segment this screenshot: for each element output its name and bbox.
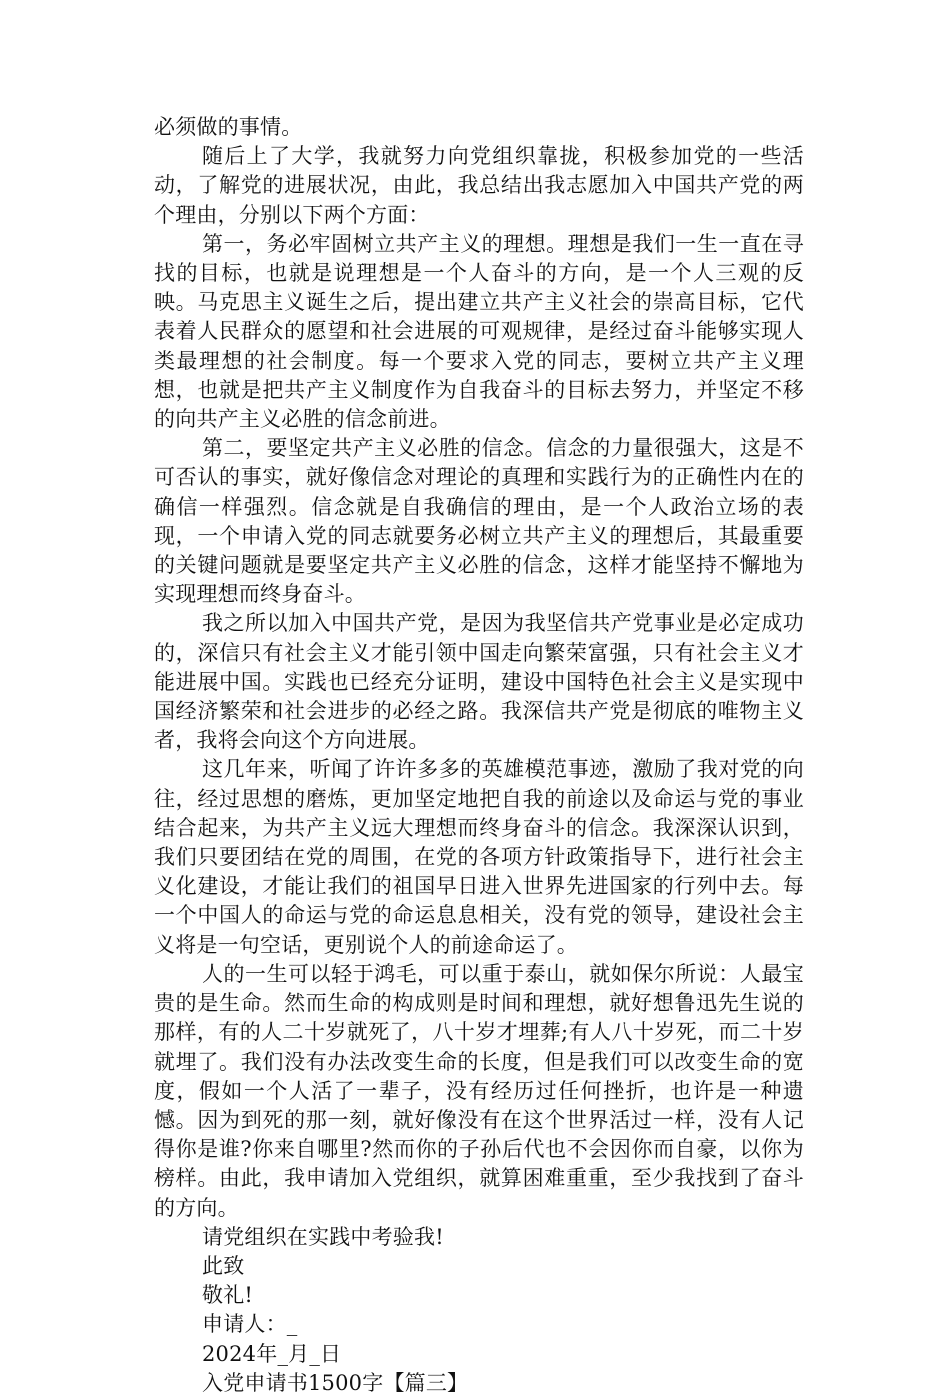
next-section-title: 入党申请书1500字【篇三】 <box>202 1370 469 1395</box>
paragraph-heroes: 这几年来，听闻了许许多多的英雄模范事迹，激励了我对党的向往，经过思想的磨炼，更加坚定地把自我的前途以及命运与党的事业结合起来，为共产主义远大理想而终身奋斗的信念。我深深认识到，我们只要团结在党的周围，在党的各项方针政策指导下，进行社会主义化建设，才能让我们的祖国早日进入世界先进国家的行列中去。每一个中国人的命运与党的命运息息相关，没有党的领导，建设社会主义将是一句空话，更别说个人的前途命运了。 <box>154 757 804 957</box>
salutation-line-2: 敬礼! <box>202 1283 254 1308</box>
salutation-line-1: 此致 <box>202 1253 245 1278</box>
paragraph-university: 随后上了大学，我就努力向党组织靠拢，积极参加党的一些活动，了解党的进展状况，由此，我总结出我志愿加入中国共产党的两个理由，分别以下两个方面： <box>154 144 804 227</box>
paragraph-continuation: 必须做的事情。 <box>154 115 303 139</box>
paragraph-first-reason: 第一，务必牢固树立共产主义的理想。理想是我们一生一直在寻找的目标，也就是说理想是一个人奋斗的方向，是一个人三观的反映。马克思主义诞生之后，提出建立共产主义社会的崇高目标，它代表着人民群众的愿望和社会进展的可观规律，是经过奋斗能够实现人类最理想的社会制度。每一个要求入党的同志，要树立共产主义理想，也就是把共产主义制度作为自我奋斗的目标去努力，并坚定不移的向共产主义必胜的信念前进。 <box>154 231 804 432</box>
paragraph-life: 人的一生可以轻于鸿毛，可以重于泰山，就如保尔所说：人最宝贵的是生命。然而生命的构成则是时间和理想，就好想鲁迅先生说的那样，有的人二十岁就死了，八十岁才埋葬;有人八十岁死，而二十岁就埋了。我们没有办法改变生命的长度，但是我们可以改变生命的宽度，假如一个人活了一辈子，没有经历过任何挫折，也许是一种遗憾。因为到死的那一刻，就好像没有在这个世界活过一样，没有人记得你是谁?你来自哪里?然而你的子孙后代也不会因你而自豪，以你为榜样。由此，我申请加入党组织，就算困难重重，至少我找到了奋斗的方向。 <box>154 961 804 1220</box>
document-body <box>154 113 804 1398</box>
paragraph-second-reason: 第二，要坚定共产主义必胜的信念。信念的力量很强大，这是不可否认的事实，就好像信念对理论的真理和实践行为的正确性内在的确信一样强烈。信念就是自我确信的理由，是一个人政治立场的表现，一个申请入党的同志就要务必树立共产主义的理想后，其最重要的关键问题就是要坚定共产主义必胜的信念，这样才能坚持不懈地为实现理想而终身奋斗。 <box>154 436 804 607</box>
closing-request: 请党组织在实践中考验我! <box>202 1224 444 1249</box>
date-line: 2024年_月_日 <box>202 1341 342 1366</box>
applicant-line: 申请人：_ <box>202 1312 298 1337</box>
paragraph-why-join: 我之所以加入中国共产党，是因为我坚信共产党事业是必定成功的，深信只有社会主义才能引领中国走向繁荣富强，只有社会主义才能进展中国。实践也已经充分证明，建设中国特色社会主义是实现中国经济繁荣和社会进步的必经之路。我深信共产党是彻底的唯物主义者，我将会向这个方向进展。 <box>154 611 804 753</box>
